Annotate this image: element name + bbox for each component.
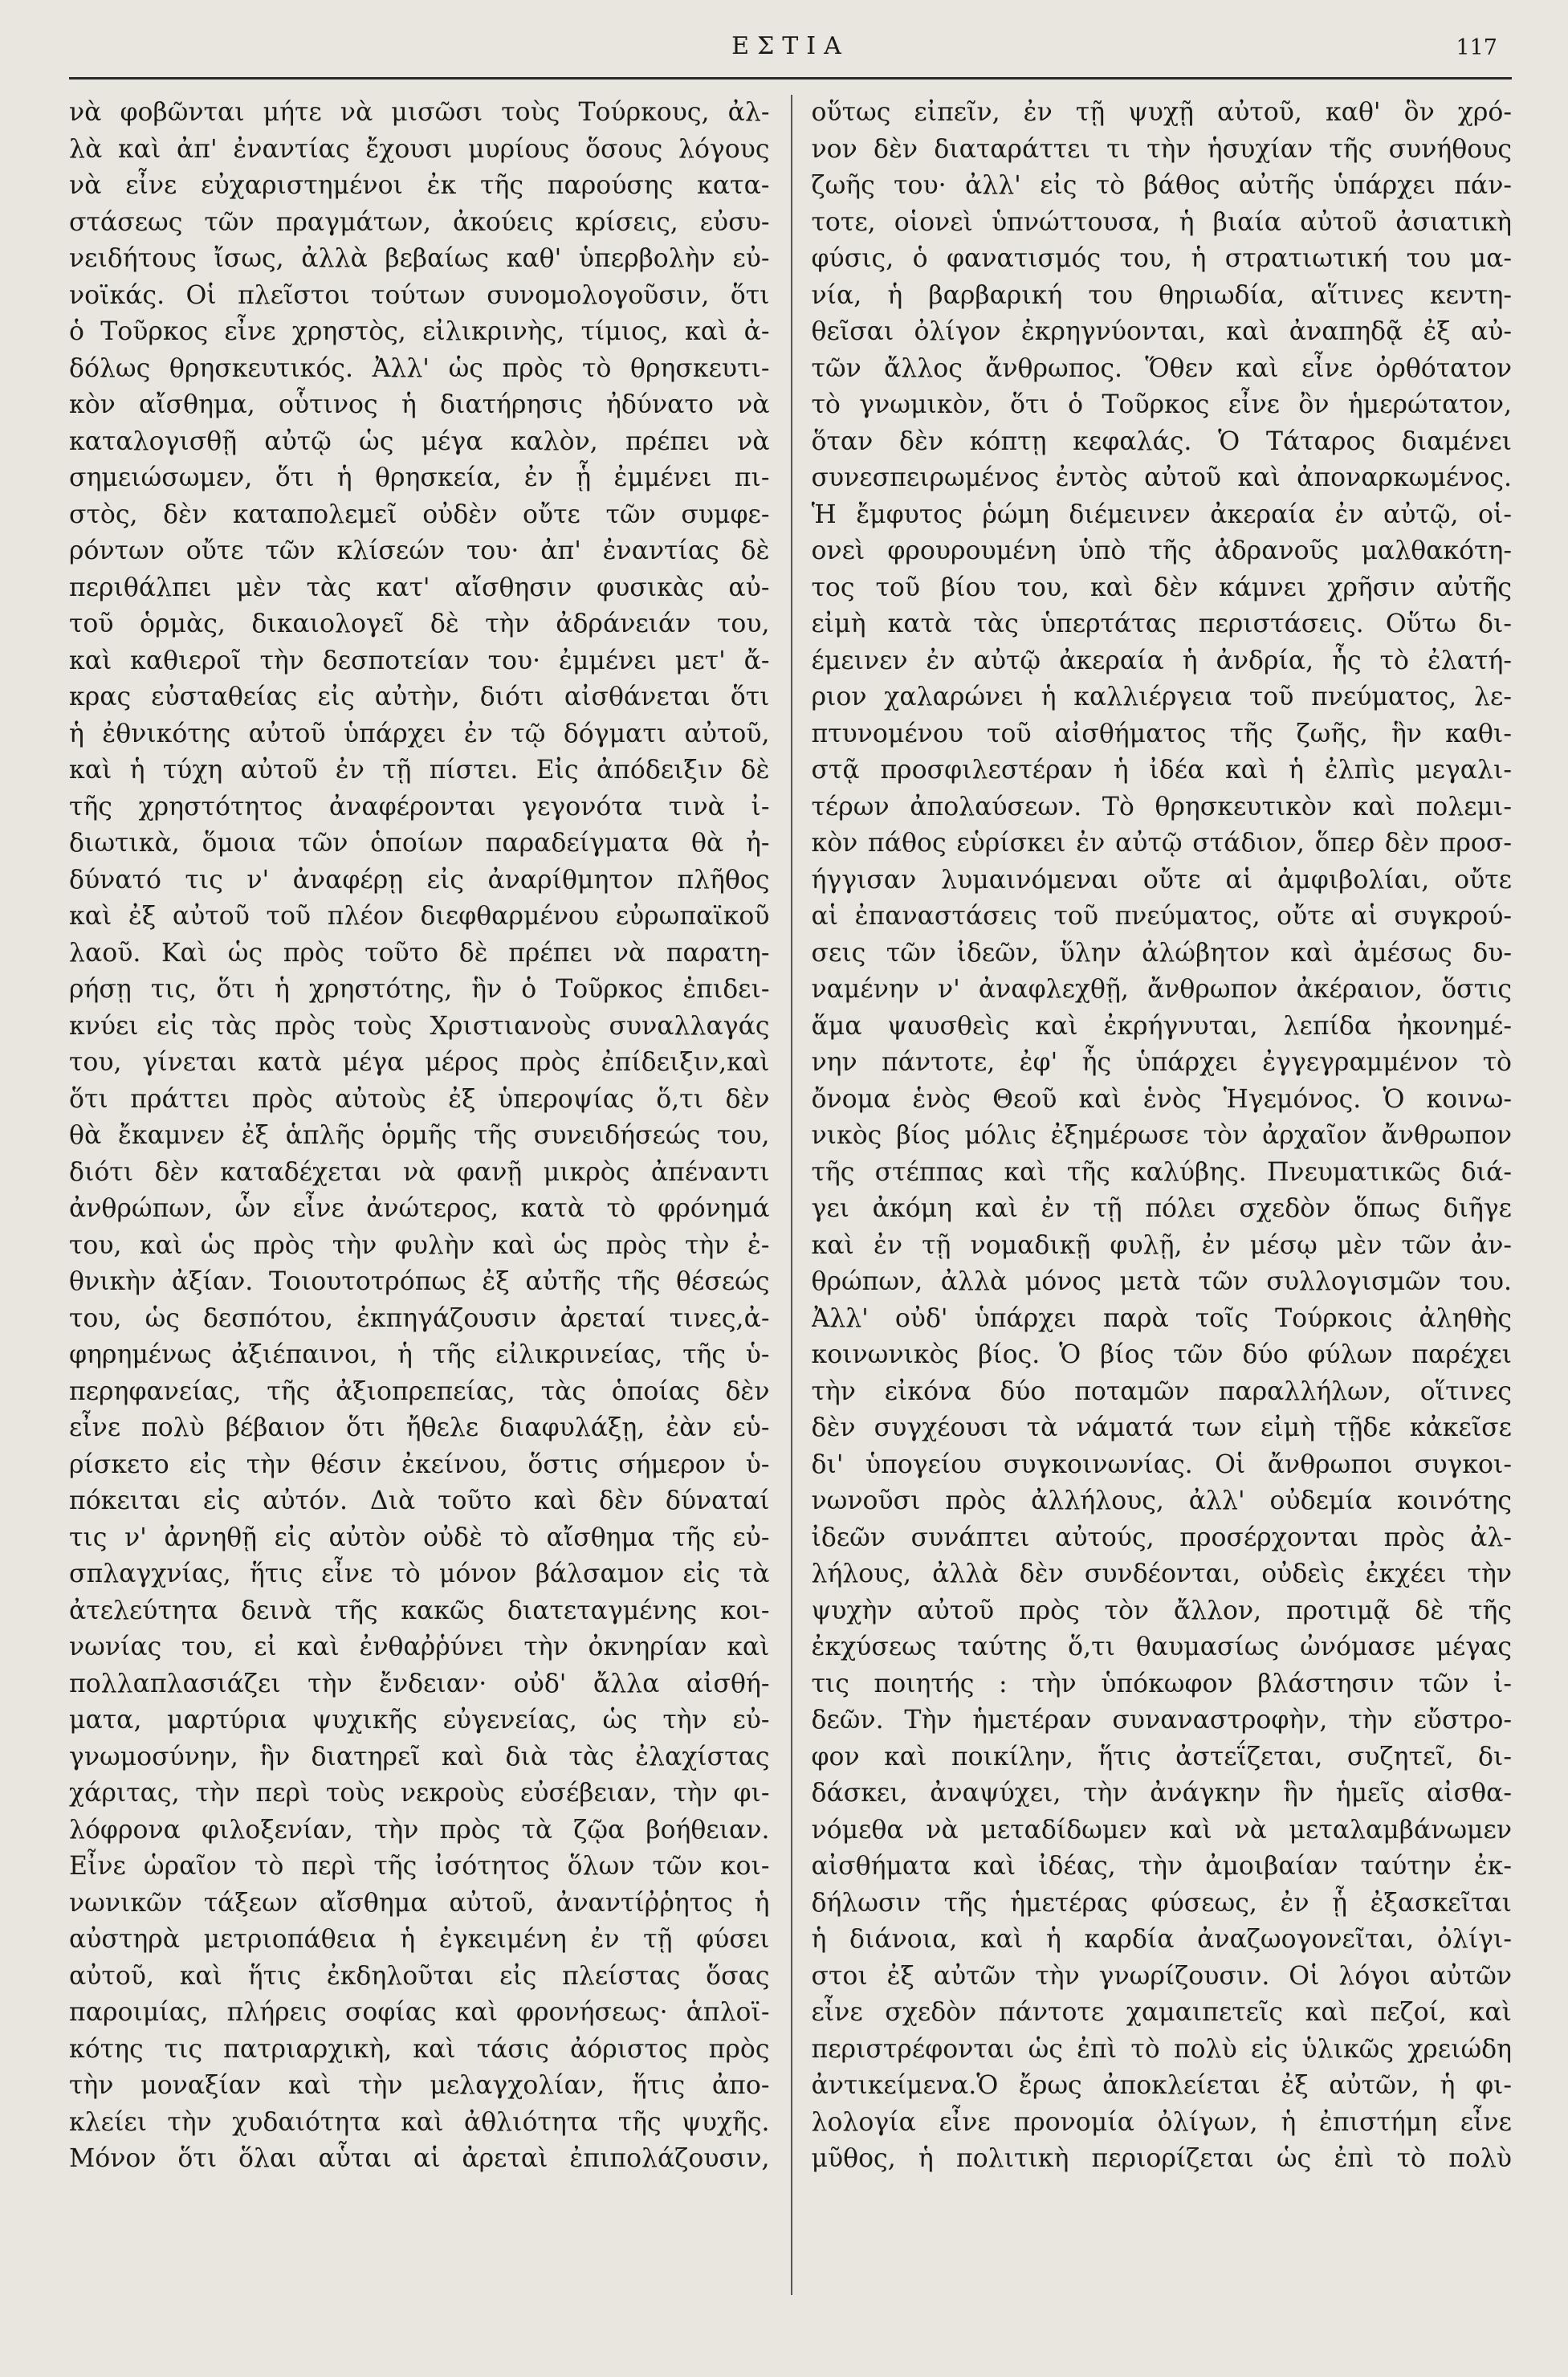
text-line: κρας εὐσταθείας εἰς αὐτὴν, διότι αἰσθάνεται ὅτι bbox=[69, 683, 770, 711]
text-line: τις ν' ἀρνηθῇ εἰς αὐτὸν οὐδὲ τὸ αἴσθημα τῆς εὐ- bbox=[69, 1523, 770, 1552]
text-line: αἱ ἐπαναστάσεις τοῦ πνεύματος, οὔτε αἱ συγκρού- bbox=[811, 902, 1512, 931]
text-line: του, ὡς δεσπότου, ἐκπηγάζουσιν ἀρεταί τινες,ἀ- bbox=[69, 1303, 770, 1333]
text-line: θεῖσαι ὀλίγον ἐκρηγνύονται, καὶ ἀναπηδᾷ ἐξ αὐ- bbox=[811, 317, 1512, 346]
text-line: ζωῆς του· ἀλλ' εἰς τὸ βάθος αὐτῆς ὑπάρχει πάν- bbox=[811, 171, 1512, 200]
text-line: περιστρέφονται ὡς ἐπὶ τὸ πολὺ εἰς ὑλικῶς χρειώδη bbox=[811, 2034, 1512, 2064]
text-line: κλείει τὴν χυδαιότητα καὶ ἀθλιότητα τῆς ψυχῆς. bbox=[69, 2107, 770, 2137]
text-line: ψυχὴν αὐτοῦ πρὸς τὸν ἄλλον, προτιμᾷ δὲ τῆς bbox=[811, 1596, 1512, 1625]
column-divider bbox=[791, 95, 792, 2295]
text-line: έμεινεν ἐν αὐτῷ ἀκεραία ἡ ἀνδρία, ἧς τὸ ἐλατή- bbox=[811, 646, 1512, 675]
text-line: του, καὶ ὡς πρὸς τὴν φυλὴν καὶ ὡς πρὸς τὴν ἐ- bbox=[69, 1230, 770, 1260]
text-line: ονεὶ φρουρουμένη ὑπὸ τῆς ἀδρανοῦς μαλθακότη- bbox=[811, 536, 1512, 565]
text-line: τὴν εἰκόνα δύο ποταμῶν παραλλήλων, οἵτινες bbox=[811, 1376, 1512, 1406]
text-line: ἀτελεύτητα δεινὰ τῆς κακῶς διατεταγμένης κοι- bbox=[69, 1596, 770, 1625]
text-line: εἰμὴ κατὰ τὰς ὑπερτάτας περιστάσεις. Οὕτω δι- bbox=[811, 610, 1512, 638]
text-line: Ἡ ἔμφυτος ῥώμη διέμεινεν ἀκεραία ἐν αὐτῷ, οἱ- bbox=[811, 499, 1512, 529]
text-line: τὸ γνωμικὸν, ὅτι ὁ Τοῦρκος εἶνε ὂν ἡμερώτατον, bbox=[811, 390, 1512, 419]
text-line: ἰδεῶν συνάπτει αὐτούς, προσέρχονται πρὸς ἀλ- bbox=[811, 1523, 1512, 1552]
text-line: Ἀλλ' οὐδ' ὑπάρχει παρὰ τοῖς Τούρκοις ἀληθὴς bbox=[811, 1303, 1512, 1333]
text-line: Εἶνε ὡραῖον τὸ περὶ τῆς ἰσότητος ὅλων τῶν κοι- bbox=[69, 1852, 770, 1881]
text-line: νοϊκάς. Οἱ πλεῖστοι τούτων συνομολογοῦσιν, ὅτι bbox=[69, 280, 770, 310]
text-line: νην πάντοτε, ἐφ' ἧς ὑπάρχει ἐγγεγραμμένον τὸ bbox=[811, 1048, 1512, 1077]
text-line: διότι δὲν καταδέχεται νὰ φανῇ μικρὸς ἀπέναντι bbox=[69, 1157, 770, 1187]
text-line: ὅταν δὲν κόπτῃ κεφαλάς. Ὁ Τάταρος διαμένει bbox=[811, 426, 1512, 456]
text-line: νειδήτους ἴσως, ἀλλὰ βεβαίως καθ' ὑπερβολὴν εὐ- bbox=[69, 244, 770, 273]
text-line: ρίσκετο εἰς τὴν θέσιν ἐκείνου, ὅστις σήμερον ὑ- bbox=[69, 1449, 770, 1479]
text-line: νικὸς βίος μόλις ἐξημέρωσε τὸν ἀρχαῖον ἄνθρωπον bbox=[811, 1121, 1512, 1150]
text-line: ἐκχύσεως ταύτης ὅ,τι θαυμασίως ὠνόμασε μέγας bbox=[811, 1633, 1512, 1661]
text-line: αὐστηρὰ μετριοπάθεια ἡ ἐγκειμένη ἐν τῇ φύσει bbox=[69, 1925, 770, 1954]
text-line: ἀνθρώπων, ὧν εἶνε ἀνώτερος, κατὰ τὸ φρόνημά bbox=[69, 1194, 770, 1223]
text-line: τῶν ἄλλος ἄνθρωπος. Ὅθεν καὶ εἶνε ὀρθότατον bbox=[811, 353, 1512, 383]
text-line: συνεσπειρωμένος ἐντὸς αὐτοῦ καὶ ἀποναρκωμένος. bbox=[811, 463, 1512, 492]
text-line: του, γίνεται κατὰ μέγα μέρος πρὸς ἐπίδειξιν,καὶ bbox=[69, 1048, 770, 1077]
text-line: ἡ διάνοια, καὶ ἡ καρδία ἀναζωογονεῖται, ὀλίγι- bbox=[811, 1925, 1512, 1954]
text-line: κοινωνικὸς βίος. Ὁ βίος τῶν δύο φύλων παρέχει bbox=[811, 1340, 1512, 1369]
text-line: στοι ἐξ αὐτῶν τὴν γνωρίζουσιν. Οἱ λόγοι αὐτῶν bbox=[811, 1961, 1512, 1991]
text-line: πολλαπλασιάζει τὴν ἔνδειαν· οὐδ' ἄλλα αἰσθή- bbox=[69, 1669, 770, 1698]
text-line: νία, ἡ βαρβαρική του θηριωδία, αἵτινες κεντη- bbox=[811, 280, 1512, 310]
text-line: δύνατό τις ν' ἀναφέρῃ εἰς ἀναρίθμητον πλῆθος bbox=[69, 865, 770, 895]
text-line: εἶνε πολὺ βέβαιον ὅτι ἤθελε διαφυλάξῃ, ἐὰν εὑ- bbox=[69, 1413, 770, 1442]
text-line: ήγγισαν λυμαινόμεναι οὔτε αἱ ἀμφιβολίαι, οὔτε bbox=[811, 865, 1512, 895]
text-line: καὶ καθιεροῖ τὴν δεσποτείαν του· ἐμμένει μετ' ἄ- bbox=[69, 646, 770, 675]
text-line: φηρημένως ἀξιέπαινοι, ἡ τῆς εἰλικρινείας, τῆς ὑ- bbox=[69, 1340, 770, 1369]
text-line: λόφρονα φιλοξενίαν, τὴν πρὸς τὰ ζῷα βοήθειαν. bbox=[69, 1815, 770, 1845]
text-line: ρόντων οὔτε τῶν κλίσεών του· ἀπ' ἐναντίας δὲ bbox=[69, 536, 770, 565]
text-line: στᾷ προσφιλεστέραν ἡ ἰδέα καὶ ἡ ἐλπὶς μεγαλι- bbox=[811, 756, 1512, 785]
text-line: δι' ὑπογείου συγκοινωνίας. Οἱ ἄνθρωποι συγκοι- bbox=[811, 1449, 1512, 1479]
text-line: νόμεθα νὰ μεταδίδωμεν καὶ νὰ μεταλαμβάνωμεν bbox=[811, 1815, 1512, 1845]
text-line: ρήσῃ τις, ὅτι ἡ χρηστότης, ἣν ὁ Τοῦρκος ἐπιδει- bbox=[69, 975, 770, 1004]
text-line: τέρων ἀπολαύσεων. Τὸ θρησκευτικὸν καὶ πολεμι- bbox=[811, 792, 1512, 822]
text-line: αἰσθήματα καὶ ἰδέας, τὴν ἀμοιβαίαν ταύτην ἐκ- bbox=[811, 1852, 1512, 1881]
text-line: σπλαγχνίας, ἥτις εἶνε τὸ μόνον βάλσαμον εἰς τὰ bbox=[69, 1560, 770, 1588]
text-line: νὰ φοβῶνται μήτε νὰ μισῶσι τοὺς Τούρκους, ἀλ- bbox=[69, 98, 770, 127]
text-line: κνύει εἰς τὰς πρὸς τοὺς Χριστιανοὺς συναλλαγάς bbox=[69, 1011, 770, 1041]
text-line: φον καὶ ποικίλην, ἥτις ἀστεΐζεται, συζητεῖ, δι- bbox=[811, 1742, 1512, 1772]
text-line: καὶ ἐξ αὐτοῦ τοῦ πλέον διεφθαρμένου εὐρωπαϊκοῦ bbox=[69, 902, 770, 931]
text-line: καὶ ἐν τῇ νομαδικῇ φυλῇ, ἐν μέσῳ μὲν τῶν ἀν- bbox=[811, 1230, 1512, 1260]
text-line: στάσεως τῶν πραγμάτων, ἀκούεις κρίσεις, εὐσυ- bbox=[69, 207, 770, 237]
text-line: τος τοῦ βίου του, καὶ δὲν κάμνει χρῆσιν αὐτῆς bbox=[811, 573, 1512, 602]
text-line: θὰ ἔκαμνεν ἐξ ἁπλῆς ὁρμῆς τῆς συνειδήσεώς του, bbox=[69, 1121, 770, 1150]
text-line: παροιμίας, πλήρεις σοφίας καὶ φρονήσεως· ἁπλοϊ- bbox=[69, 1998, 770, 2027]
text-line: περιθάλπει μὲν τὰς κατ' αἴσθησιν φυσικὰς αὐ- bbox=[69, 573, 770, 602]
text-line: ὁ Τοῦρκος εἶνε χρηστὸς, εἰλικρινὴς, τίμιος, καὶ ἀ- bbox=[69, 317, 770, 346]
left-column bbox=[69, 95, 770, 2329]
text-line: περηφανείας, τῆς ἀξιοπρεπείας, τὰς ὁποίας δὲν bbox=[69, 1376, 770, 1406]
text-line: τῆς στέππας καὶ τῆς καλύβης. Πνευματικῶς διά- bbox=[811, 1157, 1512, 1187]
text-line: ναμένην ν' ἀναφλεχθῇ, ἄνθρωπον ἀκέραιον, ὅστις bbox=[811, 975, 1512, 1004]
text-line: γνωμοσύνην, ἣν διατηρεῖ καὶ διὰ τὰς ἐλαχίστας bbox=[69, 1742, 770, 1772]
text-line: δὲν συγχέουσι τὰ νάματά των εἰμὴ τῇδε κἀκεῖσε bbox=[811, 1413, 1512, 1442]
text-line: δάσκει, ἀναψύχει, τὴν ἀνάγκην ἣν ἡμεῖς αἰσθα- bbox=[811, 1779, 1512, 1808]
text-line: τῆς χρηστότητος ἀναφέρονται γεγονότα τινὰ ἰ- bbox=[69, 792, 770, 822]
text-line: πτυνομένου τοῦ αἰσθήματος τῆς ζωῆς, ἣν καθι- bbox=[811, 719, 1512, 748]
text-line: καὶ ἡ τύχη αὐτοῦ ἐν τῇ πίστει. Εἰς ἀπόδειξιν δὲ bbox=[69, 756, 770, 785]
text-line: σημειώσωμεν, ὅτι ἡ θρησκεία, ἐν ᾗ ἐμμένει πι- bbox=[69, 463, 770, 492]
text-line: ἡ ἐθνικότης αὐτοῦ ὑπάρχει ἐν τῷ δόγματι αὐτοῦ, bbox=[69, 719, 770, 748]
text-line: ὅτι πράττει πρὸς αὐτοὺς ἐξ ὑπεροψίας ὅ,τι δὲν bbox=[69, 1084, 770, 1114]
text-line: ἀντικείμενα.Ὁ ἔρως ἀποκλείεται ἐξ αὐτῶν, ἡ φι- bbox=[811, 2071, 1512, 2100]
text-line: λολογία εἶνε προνομία ὀλίγων, ἡ ἐπιστήμη εἶνε bbox=[811, 2107, 1512, 2137]
text-line: Μόνον ὅτι ὅλαι αὗται αἱ ἀρεταὶ ἐπιπολάζουσιν, bbox=[69, 2144, 770, 2173]
text-line: δεῶν. Τὴν ἡμετέραν συναναστροφὴν, τὴν εὔστρο- bbox=[811, 1706, 1512, 1735]
text-line: νωνικῶν τάξεων αἴσθημα αὐτοῦ, ἀναντίῤῥητος ἡ bbox=[69, 1888, 770, 1918]
page-number: 117 bbox=[1456, 35, 1497, 60]
text-line: λὰ καὶ ἀπ' ἐναντίας ἔχουσι μυρίους ὅσους λόγους bbox=[69, 134, 770, 164]
text-line: τοῦ ὁρμὰς, δικαιολογεῖ δὲ τὴν ἀδράνειάν του, bbox=[69, 610, 770, 638]
text-line: γει ἀκόμη καὶ ἐν τῇ πόλει σχεδὸν ὅπως διῆγε bbox=[811, 1194, 1512, 1223]
text-line: εἶνε σχεδὸν πάντοτε χαμαιπετεῖς καὶ πεζοί, καὶ bbox=[811, 1998, 1512, 2027]
text-line: μῦθος, ἡ πολιτικὴ περιορίζεται ὡς ἐπὶ τὸ πολὺ bbox=[811, 2144, 1512, 2173]
text-line: οὕτως εἰπεῖν, ἐν τῇ ψυχῇ αὐτοῦ, καθ' ὃν χρό- bbox=[811, 98, 1512, 127]
text-line: δήλωσιν τῆς ἡμετέρας φύσεως, ἐν ᾗ ἐξασκεῖται bbox=[811, 1888, 1512, 1918]
text-line: κότης τις πατριαρχικὴ, καὶ τάσις ἀόριστος πρὸς bbox=[69, 2034, 770, 2064]
text-line: νωνοῦσι πρὸς ἀλλήλους, ἀλλ' οὐδεμία κοινότης bbox=[811, 1486, 1512, 1515]
text-line: αὐτοῦ, καὶ ἥτις ἐκδηλοῦται εἰς πλείστας ὅσας bbox=[69, 1961, 770, 1991]
text-line: χάριτας, τὴν περὶ τοὺς νεκροὺς εὐσέβειαν, τὴν φι- bbox=[69, 1779, 770, 1808]
text-line: διωτικὰ, ὅμοια τῶν ὁποίων παραδείγματα θὰ ἠ- bbox=[69, 829, 770, 858]
text-line: νον δὲν διαταράττει τι τὴν ἡσυχίαν τῆς συνήθους bbox=[811, 134, 1512, 164]
header-rule bbox=[69, 77, 1512, 80]
text-line: λαοῦ. Καὶ ὡς πρὸς τοῦτο δὲ πρέπει νὰ παρατη- bbox=[69, 938, 770, 968]
text-line: κὸν αἴσθημα, οὗτινος ἡ διατήρησις ἠδύνατο νὰ bbox=[69, 390, 770, 419]
text-line: ἅμα ψαυσθεὶς καὶ ἐκρήγνυται, λεπίδα ἠκονημέ- bbox=[811, 1011, 1512, 1041]
text-line: ριον χαλαρώνει ἡ καλλιέργεια τοῦ πνεύματος, λε- bbox=[811, 683, 1512, 711]
text-columns bbox=[69, 95, 1512, 2329]
running-title: ΕΣΤΙΑ bbox=[731, 32, 849, 60]
text-line: τοτε, οἱονεὶ ὑπνώττουσα, ἡ βιαία αὐτοῦ ἀσιατικὴ bbox=[811, 207, 1512, 237]
page-header bbox=[69, 31, 1512, 75]
text-line: πόκειται εἰς αὐτόν. Διὰ τοῦτο καὶ δὲν δύναταί bbox=[69, 1486, 770, 1515]
text-line: καταλογισθῇ αὐτῷ ὡς μέγα καλὸν, πρέπει νὰ bbox=[69, 426, 770, 456]
text-line: νὰ εἶνε εὐχαριστημένοι ἐκ τῆς παρούσης κατα- bbox=[69, 171, 770, 200]
text-line: κὸν πάθος εὑρίσκει ἐν αὐτῷ στάδιον, ὅπερ δὲν προσ- bbox=[811, 829, 1512, 858]
text-line: φύσις, ὁ φανατισμός του, ἡ στρατιωτική του μα- bbox=[811, 244, 1512, 273]
text-line: στὸς, δὲν καταπολεμεῖ οὐδὲν οὔτε τῶν συμφε- bbox=[69, 499, 770, 529]
text-line: λήλους, ἀλλὰ δὲν συνδέονται, οὐδεὶς ἐκχέει τὴν bbox=[811, 1560, 1512, 1588]
text-line: σεις τῶν ἰδεῶν, ὕλην ἀλώβητον καὶ ἀμέσως δυ- bbox=[811, 938, 1512, 968]
text-line: τὴν μοναξίαν καὶ τὴν μελαγχολίαν, ἥτις ἀπο- bbox=[69, 2071, 770, 2100]
text-line: τις ποιητής : τὴν ὑπόκωφον βλάστησιν τῶν ἰ- bbox=[811, 1669, 1512, 1698]
text-line: θρώπων, ἀλλὰ μόνος μετὰ τῶν συλλογισμῶν του. bbox=[811, 1267, 1512, 1296]
text-line: θνικὴν ἀξίαν. Τοιουτοτρόπως ἐξ αὐτῆς τῆς θέσεώς bbox=[69, 1267, 770, 1296]
text-line: ὄνομα ἑνὸς Θεοῦ καὶ ἑνὸς Ἡγεμόνος. Ὁ κοινω- bbox=[811, 1084, 1512, 1114]
text-line: ματα, μαρτύρια ψυχικῆς εὐγενείας, ὡς τὴν εὐ- bbox=[69, 1706, 770, 1735]
right-column bbox=[812, 95, 1513, 2329]
text-line: νωνίας του, εἰ καὶ ἐνθαῤῥύνει τὴν ὀκνηρίαν καὶ bbox=[69, 1633, 770, 1661]
text-line: δόλως θρησκευτικός. Ἀλλ' ὡς πρὸς τὸ θρησκευτι- bbox=[69, 353, 770, 383]
